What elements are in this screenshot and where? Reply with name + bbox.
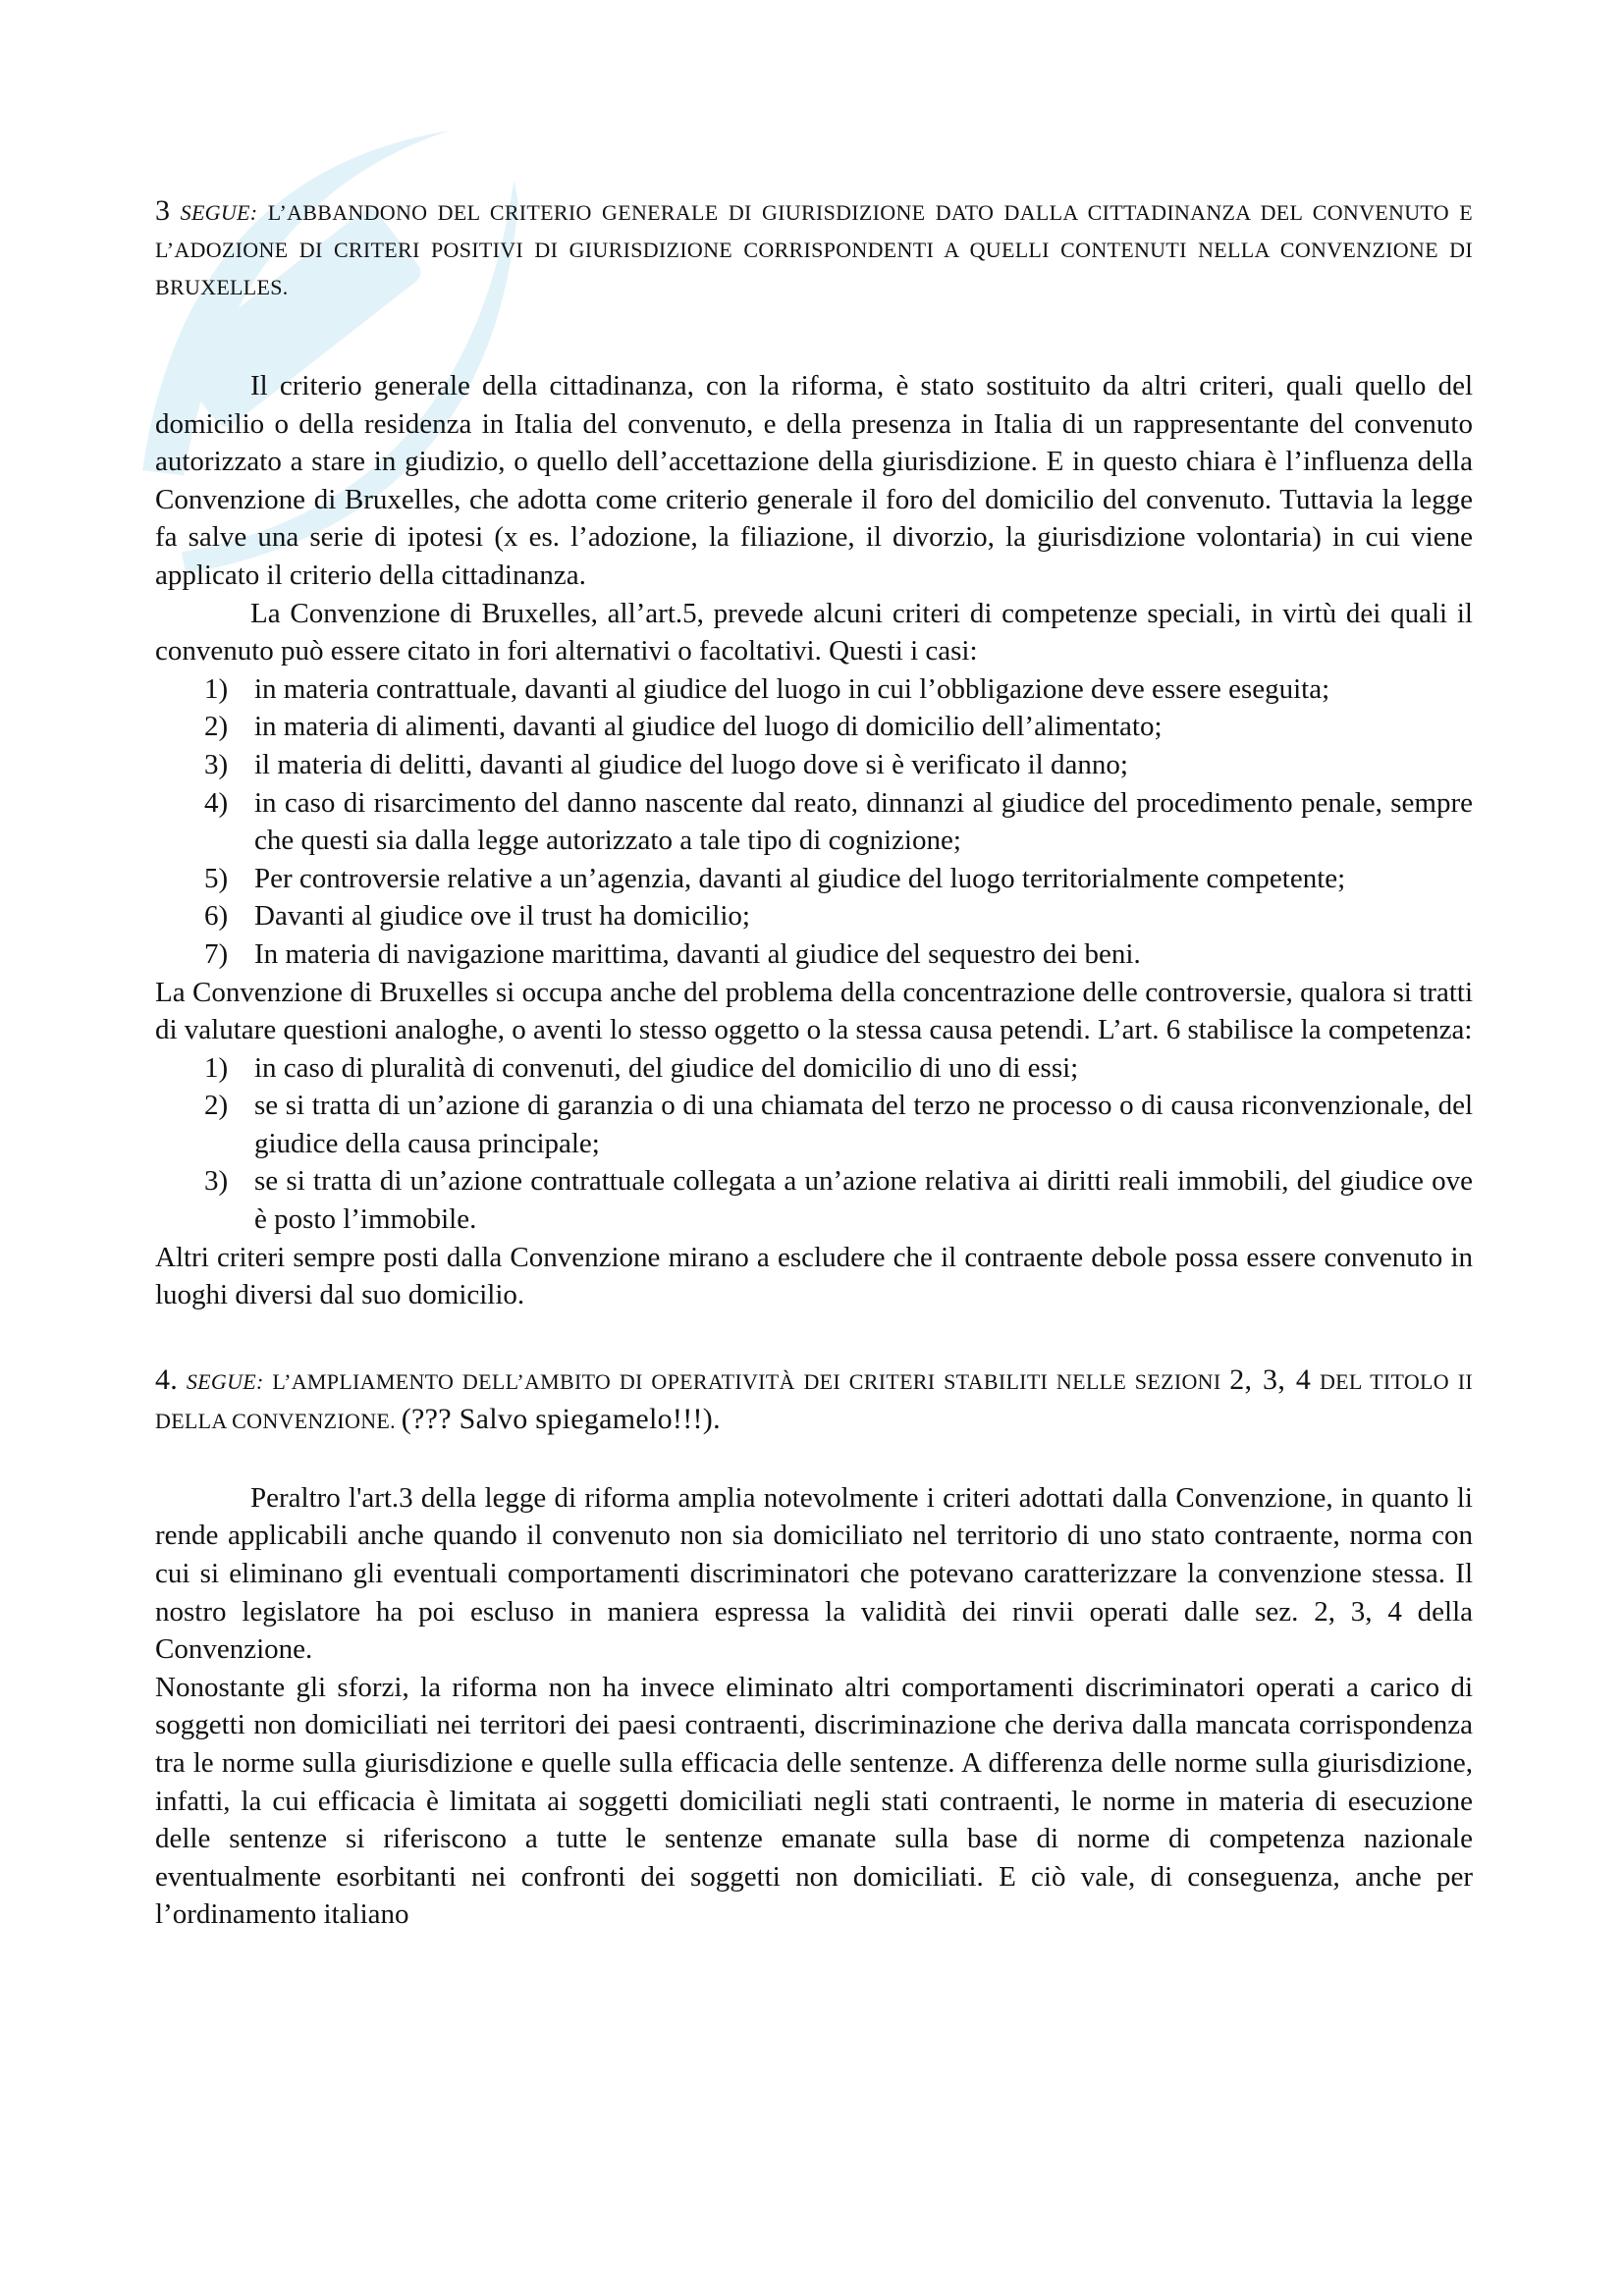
section-4-segue: SEGUE: [186,1368,264,1394]
list-item-text: in caso di pluralità di convenuti, del giudice del domicilio di uno di essi; [254,1051,1079,1084]
list-item [155,1087,1473,1162]
list-item-text: se si tratta di un’azione di garanzia o di una chiamata del terzo ne processo o di causa riconvenzionale, del giudice della causa principale; [254,1090,1473,1159]
section-3-paragraph-4: Altri criteri sempre posti dalla Convenzione mirano a escludere che il contraente debole possa essere convenuto in luoghi diversi dal suo domicilio. [155,1241,1473,1311]
list-item [155,897,1473,935]
list-item-text: in materia contrattuale, davanti al giudice del luogo in cui l’obbligazione deve essere eseguita; [254,672,1330,705]
section-4-title-part-2: DEL TITOLO II DELLA CONVENZIONE. [155,1368,1473,1433]
list-item-number: 1) [204,1051,229,1084]
list-item-number: 3) [204,1165,229,1198]
list-item-number: 4) [204,786,229,819]
list-item [155,1162,1473,1238]
section-3-paragraph-2: La Convenzione di Bruxelles, all’art.5, prevede alcuni criteri di competenze speciali, in virtù dei quali il convenuto può essere citato in fori alternativi o facoltativi. Questi i casi: [155,597,1473,667]
list-item-text: Davanti al giudice ove il trust ha domicilio; [254,900,750,933]
section-3-heading [155,192,1473,306]
list-item [155,784,1473,860]
section-3-title: L’ABBANDONO DEL CRITERIO GENERALE DI GIURISDIZIONE DATO DALLA CITTADINANZA DEL CONVENUTO E L’ADOZIONE DI CRITERI POSITIVI DI GIURISDIZIONE CORRISPONDENTI A QUELLI CONTENUTI NELLA CONVENZIONE DI BRUXELLES. [155,200,1473,299]
list-item-number: 2) [204,711,229,743]
list-item-text: in materia di alimenti, davanti al giudice del luogo di domicilio dell’alimentato; [254,711,1163,743]
list-item [155,860,1473,898]
list-item-number: 3) [204,748,229,780]
list-item-number: 7) [204,937,229,970]
section-4-title-part-1: L’AMPLIAMENTO DELL’AMBITO DI OPERATIVITÀ DEI CRITERI STABILITI NELLE SEZIONI [272,1368,1221,1394]
section-3-paragraph-3: La Convenzione di Bruxelles si occupa anche del problema della concentrazione delle controversie, qualora si tratti di valutare questioni analoghe, o aventi lo stesso oggetto o la stessa causa petendi. L’art. 6 stabilisce la competenza: [155,976,1473,1046]
list-item-number: 1) [204,672,229,705]
list-item-number: 2) [204,1090,229,1122]
list-item-text: Per controversie relative a un’agenzia, davanti al giudice del luogo territorialmente competente; [254,862,1346,894]
list-item-text: In materia di navigazione marittima, davanti al giudice del sequestro dei beni. [254,937,1141,970]
list-item [155,935,1473,974]
list-item [155,746,1473,784]
list-item [155,670,1473,709]
art6-competence-list [155,1049,1473,1239]
section-3-paragraph-1: Il criterio generale della cittadinanza, con la riforma, è stato sostituito da altri criteri, quali quello del domicilio o della residenza in Italia del convenuto, e della presenza in Italia di un rappresentante del convenuto autorizzato a stare in giudizio, o quello dell’accettazione della giurisdizione. E in questo chiara è l’influenza della Convenzione di Bruxelles, che adotta come criterio generale il foro del domicilio del convenuto. Tuttavia la legge fa salve una serie di ipotesi (x es. l’adozione, la filiazione, il divorzio, la giurisdizione volontaria) in cui viene applicato il criterio della cittadinanza. [155,370,1473,591]
list-item [155,1049,1473,1088]
section-4-paragraph-1: Peraltro l'art.3 della legge di riforma amplia notevolmente i criteri adottati dalla Convenzione, in quanto li rende applicabili anche quando il convenuto non sia domiciliato nel territorio di uno stato contraente, norma con cui si eliminano gli eventuali comportamenti discriminatori che potevano caratterizzare la convenzione stessa. Il nostro legislatore ha poi escluso in maniera espressa la validità dei rinvii operati dalle sez. 2, 3, 4 della Convenzione. [155,1481,1473,1666]
section-4-number: 4. [155,1362,179,1396]
list-item-number: 6) [204,900,229,933]
list-item-text: se si tratta di un’azione contrattuale collegata a un’azione relativa ai diritti reali immobili, del giudice ove è posto l’immobile. [254,1165,1473,1236]
section-4-title-note: (??? Salvo spiegamelo!!!). [401,1402,721,1435]
section-3-number: 3 [155,194,171,227]
list-item [155,708,1473,746]
section-4-heading [155,1362,1473,1440]
art5-criteria-list [155,670,1473,974]
list-item-text: il materia di delitti, davanti al giudice del luogo dove si è verificato il danno; [254,748,1128,780]
list-item-number: 5) [204,862,229,894]
section-4-paragraph-2: Nonostante gli sforzi, la riforma non ha invece eliminato altri comportamenti discriminatori operati a carico di soggetti non domiciliati nei territori dei paesi contraenti, discriminazione che deriva dalla mancata corrispondenza tra le norme sulla giurisdizione e quelle sulla efficacia delle sentenze. A differenza delle norme sulla giurisdizione, infatti, la cui efficacia è limitata ai soggetti domiciliati negli stati contraenti, le norme in materia di esecuzione delle sentenze si riferiscono a tutte le sentenze emanate sulla base di norme di competenza nazionale eventualmente esorbitanti nei confronti dei soggetti non domiciliati. E ciò vale, di conseguenza, anche per l’ordinamento italiano [155,1671,1473,1931]
section-3-segue: SEGUE: [180,200,258,225]
list-item-text: in caso di risarcimento del danno nascente dal reato, dinnanzi al giudice del procedimento penale, sempre che questi sia dalla legge autorizzato a tale tipo di cognizione; [254,786,1473,857]
section-4-title-numbers: 2, 3, 4 [1229,1362,1312,1396]
document-page [155,192,1473,1934]
